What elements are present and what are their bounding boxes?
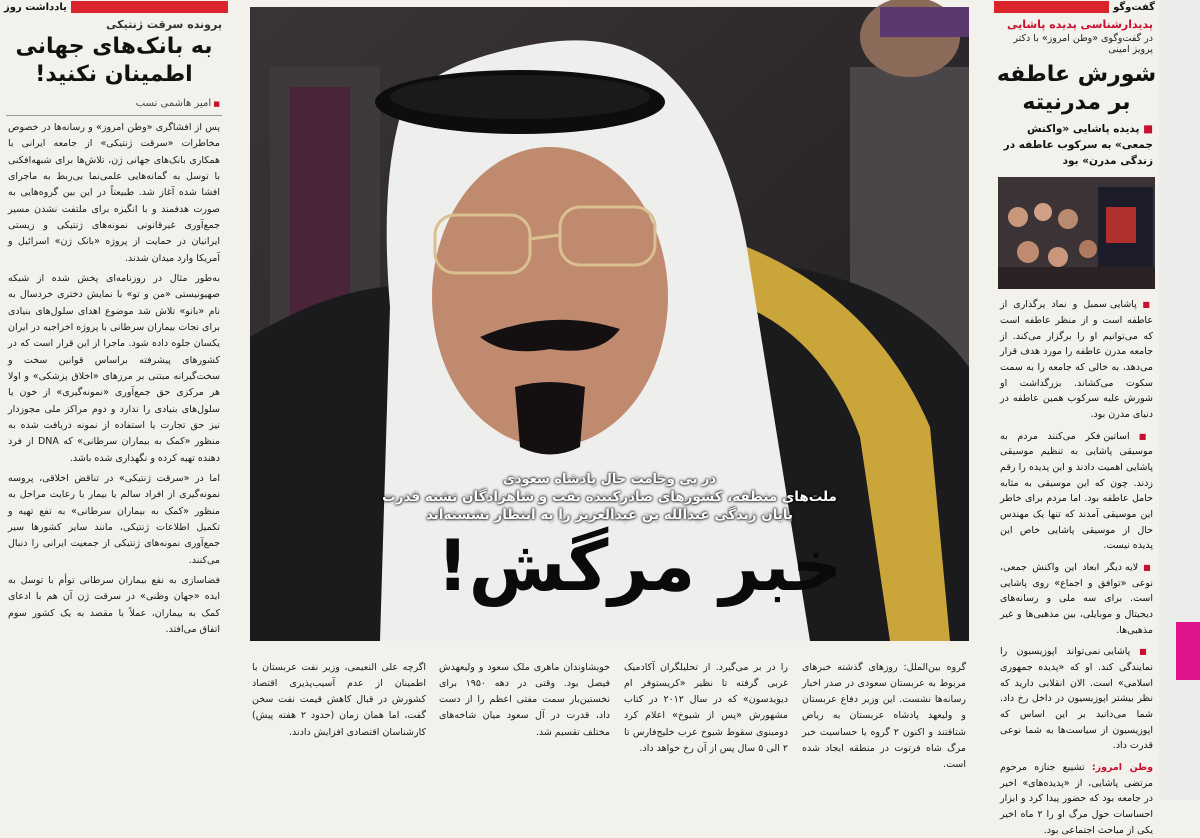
left-section-label: یادداشت روز (4, 1, 67, 13)
left-body (0, 120, 228, 638)
lower-column-4: اگرچه علی النعیمی، وزیر نفت عربستان با اطمینان از عدم آسیب‌پذیری اقتصاد کشورش در قبال کاهش قیمت نفت سخن گفت، اما همان زمان (حدود ۲ هفته پیش) کارشناسان اقتصادی افزایش دادند. (252, 662, 426, 738)
right-section-bar (994, 0, 1159, 14)
right-paragraph: ■ پاشایی نمی‌تواند اپوزیسیون را نمایندگی کند. او که «پدیده جمهوری اسلامی» است. الان انقلابی دارید که نظر بیشتر اپوزیسیون در داخل رخ داد. شما می‌دانید بر این اساس که اپوزیسیون از سیاست‌ها به شما نوعی قدرت داد. (1000, 646, 1153, 752)
crowd-illustration (998, 177, 1155, 289)
lead-photo (250, 7, 969, 641)
main-headline: خبر مرگش! (436, 525, 843, 607)
left-headline-line-2: اطمینان نکنید! (35, 61, 193, 87)
photo-subheading-1: در پی وخامت حال پادشاه سعودی (502, 472, 717, 487)
lower-column-1: گروه بین‌الملل: روزهای گذشته خبرهای مربوط به عربستان سعودی در صدر اخبار رسانه‌ها نشست. این وزیر دفاع عربستان و ولیعهد پادشاه عربستان به ریاض شتافتند و اکنون ۲ گروه یا حساسیت خبر مرگ شاه فرتوت در منطقه ایجاد شده است. (802, 662, 966, 770)
left-paragraph: به‌طور مثال در روزنامه‌ای پخش شده از شبکه صهیونیستی «من و تو» با نمایش دختری خردسال به نام «بانو» تلاش شد موضوع اهدای سلول‌های بنیادی برای نجات بیماران سرطانی با پروژه اخراجیه در ایران یکسان جلوه داده شود. ماجرا از این قرار است که در کشورهای پیشرفته براساس قوانین سخت و سخت‌گیرانه مبتنی بر مرزهای «اخلاق پزشکی» و اولا هر مرکزی حق جمع‌آوری «نمونه‌گیری» از خون یا سلول‌های بنیادی را ندارد و دوم مراکز ملی مجوزدار نیز حق تجارت یا استفاده از نمونه دریافت شده به منظور «کمک به بیماران سرطانی» که DNA از فرد دهنده تهیه کرده و نگهداری شده باشد. (8, 272, 220, 464)
left-column (0, 0, 228, 800)
left-paragraph: فضاسازی به نفع بیماران سرطانی توأم با توسل به ایده «جهان وطنی» در سرقت ژن آن هم با ادعای کمک به بیماران، عملاً با مقصد به یک کشور سوم اتفاق می‌افتد. (8, 574, 220, 635)
right-headline-line-2: بر مدرنیته (1022, 89, 1131, 115)
left-paragraph: پس از افشاگری «وطن امروز» و رسانه‌ها در خصوص مخاطرات «سرقت ژنتیکی» از جامعه ایرانی با همکاری بانک‌های جهانی ژن، تلاش‌ها برای شبهه‌افکنی با توسل به گمانه‌هایی علمی‌نما بی‌ربط به ماجرای افشا شده آغاز شد. طبیعتاً در این بین گروه‌هایی به صورت هدفمند و با انگیزه برای ملتفت نشدن مسیر جمع‌آوری غیرقانونی نمونه‌های ژنتیکی و زیستی ایرانیان در حمایت از پروژه «بانک ژن» اسرائیل و آمریکا وارد میدان شدند. (8, 122, 220, 264)
right-last-paragraph: وطن امروز: تشییع جنازه مرحوم مرتضی پاشایی، از «پدیده‌های» اخیر در جامعه بود که حضور پیدا کرد و ابزار احساسات حول مرگ او را ۲ ماه اخیر یکی از مباحث اجتماعی بود. (1000, 762, 1153, 836)
page-marker (1176, 622, 1200, 680)
right-paragraph: ■ اساتین فکر می‌کنند مردم به موسیقی پاشایی به تنظیم موسیقی پاشایی اهمیت دادند و این پدیده را رقم زدند. چون که این موسیقی به مثابه حامل عاطفه بود. اما مردم برای خاطر این موسیقی آمدند که تنها یک مهندس حال از موسیقی پاشایی خاص این پدیده نیست. (1000, 430, 1153, 552)
right-lead: ■ پدیده پاشایی «واکنش جمعی» به سرکوب عاطفه در زندگی مدرن» بود (1003, 123, 1153, 167)
lower-column-2: را در بر می‌گیرد. از تحلیلگران آکادمیک غربی گرفته تا نظیر «کریستوفر ام دیویدسون» که در سال ۲۰۱۲ در کتاب مشهورش «پس از شیوخ» اعلام کرد دومینوی سقوط شیوخ عرب خلیج‌فارس تا ۲ الی ۵ سال پس از آن رخ خواهد داد. (624, 662, 788, 754)
left-headline-line-1: به بانک‌های جهانی (15, 34, 213, 59)
right-column (994, 0, 1159, 836)
right-section-label: گفت‌وگو (1113, 1, 1155, 13)
left-divider (6, 115, 222, 116)
photo-subheading-3: پایان زندگی عبدالله بن عبدالعزیز را به انتظار نشسته‌اند (426, 507, 793, 523)
right-paragraph: ■ لایه دیگر ابعاد این واکنش جمعی، نوعی «توافق و اجماع» روی پاشایی است. برای سه ملی و رسانه‌های دیجیتال و موبایلی، بین مذهبی‌ها و غیر مذهبی‌ها. (1000, 562, 1153, 636)
right-paragraph: ■ پاشایی سمبل و نماد پرگذاری از عاطفه است و از منظر عاطفه است که می‌توانیم او را برگزار می‌کند. از جامعه مدرن عاطفه را مورد هدف قرار می‌دهد، به خالی که جامعه را به سمت سکوت می‌کشاند. بزرگداشت او شورش علیه سرکوب همین عاطفه در دنیای مدرن بود. (1000, 299, 1153, 420)
right-headline-line-1: شورش عاطفه (996, 62, 1157, 87)
page-edge-strip (1159, 0, 1200, 800)
photo-subheading-2: ملت‌های منطقه، کشورهای صادرکننده نفت و شاهزادگان تشنه قدرت (382, 489, 837, 505)
lower-column-3: خویشاوندان ماهری ملک سعود و ولیعهدش فیصل بود. وقتی در دهه ۱۹۵۰ برای نخستین‌بار سمت مفتی اعظم را از دست داد، قدرت در آل سعود میان شاخه‌های مختلف تقسیم شد. (439, 662, 611, 738)
right-kicker: پدیدارشناسی پدیده پاشایی (1006, 18, 1153, 31)
crowd-photo (998, 177, 1155, 289)
left-section-bar (0, 0, 228, 14)
right-intro: در گفت‌وگوی «وطن امروز» با دکتر پرویز امینی (1013, 33, 1153, 55)
left-paragraph: اما در «سرقت ژنتیکی» در تناقض اخلاقی، پروسه نمونه‌گیری از افراد سالم یا بیمار با رعایت مراحل به منظور «کمک به بیماران سرطانی» به تفع تهیه و تکمیل اطلاعات ژنتیکی، مانند سایر کشورها سیر جمع‌آوری نمونه‌های ژنتیکی از جمعیت ایرانی را دنبال می‌کنند. (8, 472, 220, 566)
left-byline: ■ امیر هاشمی نسب (0, 96, 228, 111)
left-kicker: پرونده سرقت ژنتیکی (106, 18, 222, 31)
